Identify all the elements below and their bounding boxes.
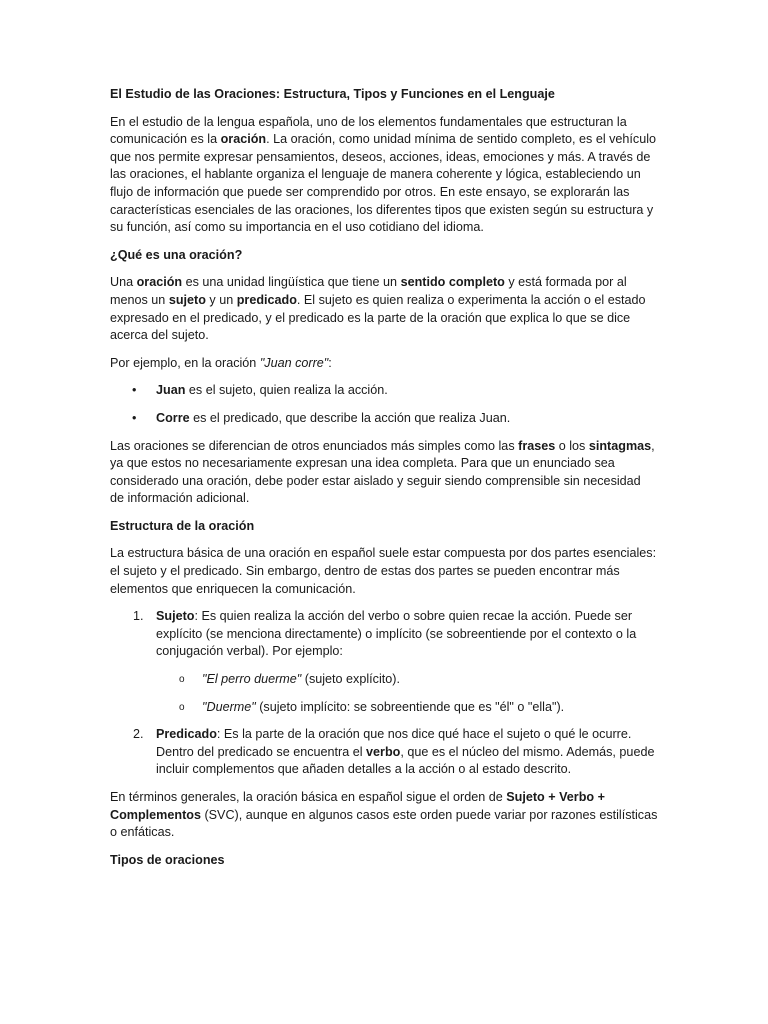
text: En términos generales, la oración básica en español sigue el orden de	[110, 790, 507, 804]
list-number: 1.	[133, 609, 144, 624]
bold-term: sintagmas	[588, 438, 652, 453]
bold-term: Predicado	[156, 727, 217, 742]
text: es el predicado, que describe la acción que realiza Juan.	[189, 410, 511, 425]
heading-tipos: Tipos de oraciones	[110, 852, 225, 867]
text: : Es quien realiza la acción del verbo o sobre quien recae la acción. Puede ser explícito (se menciona directamente) o implícito (se sobreentiende por el contexto o la conjugación verbal). Por ejemplo:	[156, 609, 637, 659]
bold-term: Sujeto	[156, 609, 195, 624]
difference-paragraph	[110, 438, 658, 508]
list-item	[156, 699, 658, 717]
bullet-icon: •	[132, 410, 137, 425]
document-title: El Estudio de las Oraciones: Estructura, Tipos y Funciones en el Lenguaje	[110, 87, 555, 101]
italic-example: "Duerme"	[202, 699, 256, 714]
intro-text-1: En el estudio de la lengua española, uno de los elementos fundamentales que estructuran la comunicación es la	[110, 114, 627, 147]
intro-text-2: . La oración, como unidad mínima de sentido completo, es el vehículo que nos permite expresar pensamientos, deseos, acciones, ideas, emociones y más. A través de las oraciones, el hablante organiza el lenguaje de manera coherente y lógica, estableciendo un flujo de información que puede ser comprendido por otros. En este ensayo, se explorarán las características esenciales de las oraciones, los diferentes tipos que existen según su estructura y su función, así como su importancia en el uso cotidiano del idioma.	[110, 132, 657, 235]
italic-example: "El perro duerme"	[202, 672, 302, 687]
bold-term: sujeto	[168, 292, 206, 307]
text: (SVC), aunque en algunos casos este orden puede variar por razones estilísticas o enfáticas.	[110, 807, 658, 840]
text: Las oraciones se diferencian de otros enunciados más simples como las	[110, 438, 519, 453]
example-intro-paragraph	[110, 355, 658, 373]
text: , ya que estos no necesariamente expresan una idea completa. Para que un enunciado sea considerado una oración, debe poder estar aislado y seguir siendo comprensible sin necesidad de información adicional.	[110, 438, 655, 506]
list-item-predicado	[110, 726, 658, 779]
intro-bold-oracion: oración	[220, 132, 267, 147]
sujeto-examples-list	[156, 671, 658, 716]
bold-term: predicado	[236, 292, 297, 307]
bullet-icon: •	[132, 383, 137, 398]
list-item	[110, 410, 658, 428]
text: (sujeto explícito).	[301, 672, 400, 687]
bold-term: sentido completo	[400, 275, 505, 290]
text: (sujeto implícito: se sobreentiende que es "él" o "ella").	[255, 699, 565, 714]
heading-estructura: Estructura de la oración	[110, 518, 255, 533]
text: , que es el núcleo del mismo. Además, puede incluir complementos que añaden detalles a la acción o al estado descrito.	[156, 744, 655, 777]
list-item-sujeto	[110, 608, 658, 716]
bold-term: Juan	[156, 383, 186, 398]
italic-example: "Juan corre"	[259, 355, 329, 370]
text: y un	[205, 292, 237, 307]
heading-que-es-oracion: ¿Qué es una oración?	[110, 247, 243, 262]
example-bullet-list	[110, 382, 658, 427]
text: o los	[555, 438, 589, 453]
text: . El sujeto es quien realiza o experimenta la acción o el estado expresado en el predicado, y el predicado es la parte de la oración que explica lo que se dice acerca del sujeto.	[110, 292, 646, 343]
bold-term: frases	[518, 438, 556, 453]
bold-term: oración	[136, 275, 183, 290]
text: es el sujeto, quien realiza la acción.	[185, 383, 388, 398]
text: es una unidad lingüística que tiene un	[182, 275, 401, 290]
order-paragraph	[110, 789, 658, 842]
definition-paragraph	[110, 274, 658, 344]
bold-term: verbo	[366, 744, 401, 759]
text: Una	[110, 275, 137, 290]
list-item	[110, 382, 658, 400]
list-item	[156, 671, 658, 689]
circle-bullet-icon: o	[179, 674, 185, 686]
list-number: 2.	[133, 727, 144, 742]
bold-term: Sujeto + Verbo + Complementos	[110, 790, 605, 822]
text: y está formada por al menos un	[110, 275, 627, 307]
structure-paragraph: La estructura básica de una oración en español suele estar compuesta por dos partes esenciales: el sujeto y el predicado. Sin embargo, dentro de estas dos partes se pueden encontrar más elementos que enriquecen la comunicación.	[110, 546, 657, 596]
text: Por ejemplo, en la oración	[110, 355, 260, 370]
circle-bullet-icon: o	[179, 701, 185, 713]
text: : Es la parte de la oración que nos dice qué hace el sujeto o qué le ocurre. Dentro del predicado se encuentra el	[156, 727, 632, 759]
bold-term: Corre	[156, 410, 190, 425]
structure-numbered-list	[110, 608, 658, 779]
text: :	[328, 355, 332, 370]
intro-paragraph	[110, 114, 658, 237]
